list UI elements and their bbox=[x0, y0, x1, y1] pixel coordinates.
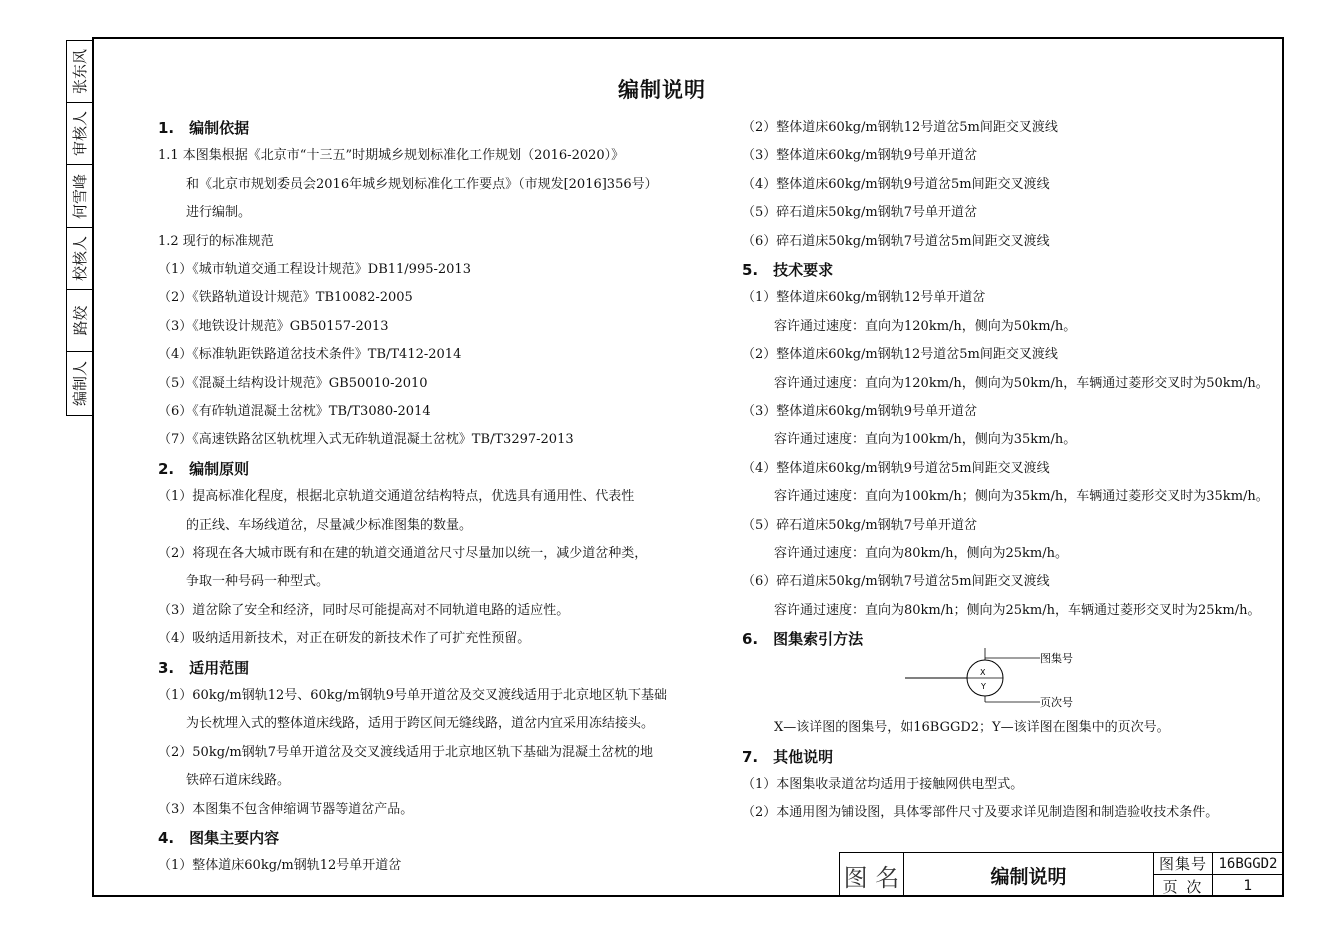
text-line: （7）《高速铁路岔区轨枕埋入式无砟轨道混凝土岔枕》TB/T3297-2013 bbox=[158, 432, 574, 448]
text-line: 容许通过速度：直向为80km/h；侧向为25km/h，车辆通过菱形交叉时为25km/h。 bbox=[774, 602, 1261, 618]
text-line: （5）《混凝土结构设计规范》GB50010-2010 bbox=[158, 375, 428, 391]
page-title: 编制说明 bbox=[618, 78, 706, 102]
text-line: （2）本通用图为铺设图，具体零部件尺寸及要求详见制造图和制造验收技术条件。 bbox=[742, 805, 1219, 821]
section-heading: 6. 图集索引方法 bbox=[742, 630, 864, 649]
text-line: （6）碎石道床50kg/m钢轨7号道岔5m间距交叉渡线 bbox=[742, 233, 1050, 249]
title-block bbox=[839, 852, 1284, 897]
text-line: （2）《铁路轨道设计规范》TB10082-2005 bbox=[158, 290, 413, 306]
text-line: 和《北京市规划委员会2016年城乡规划标准化工作要点》（市规发[2016]356号） bbox=[186, 176, 658, 192]
text-line: （2）整体道床60kg/m钢轨12号道岔5m间距交叉渡线 bbox=[742, 347, 1058, 363]
signature-cell bbox=[67, 290, 92, 352]
signature-text: 何雪峰 bbox=[71, 173, 90, 219]
text-line: （3）道岔除了安全和经济，同时尽可能提高对不同轨道电路的适应性。 bbox=[158, 602, 570, 618]
text-line: 容许通过速度：直向为120km/h，侧向为50km/h。 bbox=[774, 318, 1077, 334]
signature-cell bbox=[67, 165, 92, 228]
title-block-atlas-value: 16BGGD2 bbox=[1213, 853, 1283, 875]
index-x-mark: X bbox=[980, 668, 986, 677]
text-line: （4）《标准轨距铁路道岔技术条件》TB/T412-2014 bbox=[158, 347, 462, 363]
signature-text: 编制人 bbox=[71, 360, 90, 407]
text-line: （4）整体道床60kg/m钢轨9号道岔5m间距交叉渡线 bbox=[742, 176, 1050, 192]
text-line: （3）《地铁设计规范》GB50157-2013 bbox=[158, 318, 389, 334]
title-block-page-label: 页 次 bbox=[1154, 875, 1213, 897]
text-line: 容许通过速度：直向为120km/h，侧向为50km/h，车辆通过菱形交叉时为50km/h。 bbox=[774, 375, 1269, 391]
text-line: 铁碎石道床线路。 bbox=[186, 773, 291, 789]
signature-cell bbox=[67, 103, 92, 165]
text-line: 争取一种号码一种型式。 bbox=[186, 574, 330, 590]
text-line: （6）《有砟轨道混凝土岔枕》TB/T3080-2014 bbox=[158, 404, 431, 419]
text-line: 容许通过速度：直向为100km/h；侧向为35km/h，车辆通过菱形交叉时为35km/h。 bbox=[774, 489, 1269, 505]
signature-cell bbox=[67, 228, 92, 290]
text-line: （4）吸纳适用新技术，对正在研发的新技术作了可扩充性预留。 bbox=[158, 631, 531, 647]
section-heading: 1. 编制依据 bbox=[158, 119, 250, 137]
text-line: 1.1 本图集根据《北京市“十三五”时期城乡规划标准化工作规划（2016-2020）》 bbox=[158, 148, 625, 164]
title-block-name-label: 图 名 bbox=[840, 853, 904, 897]
section-heading: 2. 编制原则 bbox=[158, 459, 250, 478]
text-line: （1）《城市轨道交通工程设计规范》DB11/995-2013 bbox=[158, 262, 471, 277]
index-diagram bbox=[905, 648, 1095, 710]
signature-text: 校核人 bbox=[71, 235, 90, 282]
index-bottom-label: 页次号 bbox=[1040, 696, 1073, 709]
text-line: 容许通过速度：直向为100km/h，侧向为35km/h。 bbox=[774, 432, 1077, 448]
title-block-page-value: 1 bbox=[1243, 878, 1253, 894]
drawing-frame bbox=[92, 37, 1284, 897]
text-line: （1）提高标准化程度，根据北京轨道交通道岔结构特点，优选具有通用性、代表性 bbox=[158, 489, 635, 505]
section-heading: 3. 适用范围 bbox=[158, 658, 250, 677]
text-line: 进行编制。 bbox=[186, 205, 252, 221]
text-line: （3）整体道床60kg/m钢轨9号单开道岔 bbox=[742, 148, 977, 164]
text-line: （4）整体道床60kg/m钢轨9号道岔5m间距交叉渡线 bbox=[742, 460, 1050, 476]
text-line: 为长枕埋入式的整体道床线路，适用于跨区间无缝线路，道岔内宜采用冻结接头。 bbox=[186, 716, 655, 732]
index-y-mark: Y bbox=[981, 682, 986, 691]
text-line: 1.2 现行的标准规范 bbox=[158, 233, 274, 249]
text-line: （1）60kg/m钢轨12号、60kg/m钢轨9号单开道岔及交叉渡线适用于北京地区轨下基础 bbox=[158, 688, 667, 703]
text-line: （1）整体道床60kg/m钢轨12号单开道岔 bbox=[742, 290, 986, 306]
text-line: （2）50kg/m钢轨7号单开道岔及交叉渡线适用于北京地区轨下基础为混凝土岔枕的地 bbox=[158, 744, 653, 760]
text-line: X—该详图的图集号，如16BGGD2；Y—该详图在图集中的页次号。 bbox=[774, 720, 1170, 736]
text-line: （3）本图集不包含伸缩调节器等道岔产品。 bbox=[158, 801, 414, 817]
title-block-atlas-label: 图集号 bbox=[1154, 853, 1213, 875]
title-block-name-value: 编制说明 bbox=[904, 853, 1154, 897]
text-line: （2）将现在各大城市既有和在建的轨道交通道岔尺寸尽量加以统一，减少道岔种类， bbox=[158, 546, 648, 561]
signature-text: 路姣 bbox=[71, 305, 90, 336]
section-heading: 7. 其他说明 bbox=[742, 747, 834, 766]
text-line: （1）本图集收录道岔均适用于接触网供电型式。 bbox=[742, 777, 1024, 792]
signature-text: 张东风 bbox=[71, 48, 90, 95]
text-line: （5）碎石道床50kg/m钢轨7号单开道岔 bbox=[742, 205, 977, 221]
signature-text: 审核人 bbox=[71, 110, 90, 157]
text-line: （6）碎石道床50kg/m钢轨7号道岔5m间距交叉渡线 bbox=[742, 574, 1050, 590]
signature-cell bbox=[67, 352, 92, 415]
text-line: （2）整体道床60kg/m钢轨12号道岔5m间距交叉渡线 bbox=[742, 120, 1058, 135]
index-top-label: 图集号 bbox=[1040, 652, 1073, 665]
section-heading: 5. 技术要求 bbox=[742, 261, 834, 279]
text-line: （3）整体道床60kg/m钢轨9号单开道岔 bbox=[742, 404, 977, 419]
text-line: 容许通过速度：直向为80km/h，侧向为25km/h。 bbox=[774, 546, 1068, 561]
text-line: （5）碎石道床50kg/m钢轨7号单开道岔 bbox=[742, 517, 977, 533]
text-line: 的正线、车场线道岔，尽量减少标准图集的数量。 bbox=[186, 517, 473, 533]
section-heading: 4. 图集主要内容 bbox=[158, 829, 280, 847]
text-line: （1）整体道床60kg/m钢轨12号单开道岔 bbox=[158, 858, 402, 874]
